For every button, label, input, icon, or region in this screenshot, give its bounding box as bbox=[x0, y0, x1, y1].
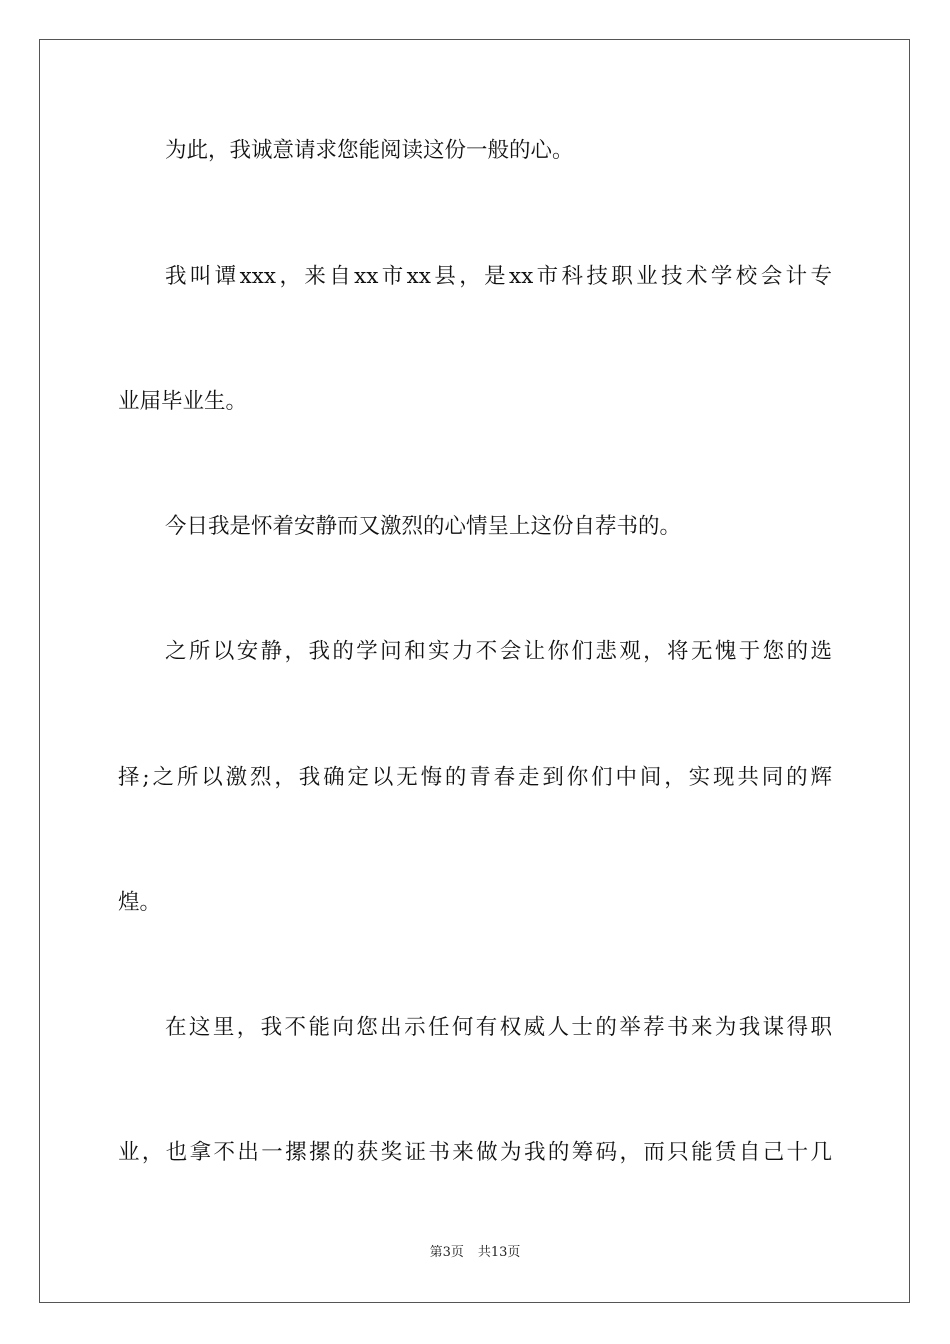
page-number: 第3页 bbox=[429, 1245, 464, 1260]
total-pages: 共13页 bbox=[477, 1245, 521, 1260]
text-line-1: 为此，我诚意请求您能阅读这份一般的心。 bbox=[165, 138, 574, 163]
text-line-6: 择;之所以激烈，我确定以无悔的青春走到你们中间，实现共同的辉 bbox=[118, 765, 832, 790]
text-line-4: 今日我是怀着安静而又激烈的心情呈上这份自荐书的。 bbox=[165, 514, 682, 539]
page-footer bbox=[0, 1244, 950, 1262]
text-line-8: 在这里，我不能向您出示任何有权威人士的举荐书来为我谋得职 bbox=[165, 1015, 832, 1040]
text-line-3: 业届毕业生。 bbox=[118, 389, 248, 414]
text-line-5: 之所以安静，我的学问和实力不会让你们悲观，将无愧于您的选 bbox=[165, 639, 832, 664]
text-line-2: 我叫谭xxx，来自xx市xx县，是xx市科技职业技术学校会计专 bbox=[165, 264, 832, 289]
text-line-7: 煌。 bbox=[118, 890, 162, 915]
page-frame bbox=[39, 39, 910, 1303]
text-line-9: 业，也拿不出一摞摞的获奖证书来做为我的筹码，而只能赁自己十几 bbox=[118, 1140, 832, 1165]
